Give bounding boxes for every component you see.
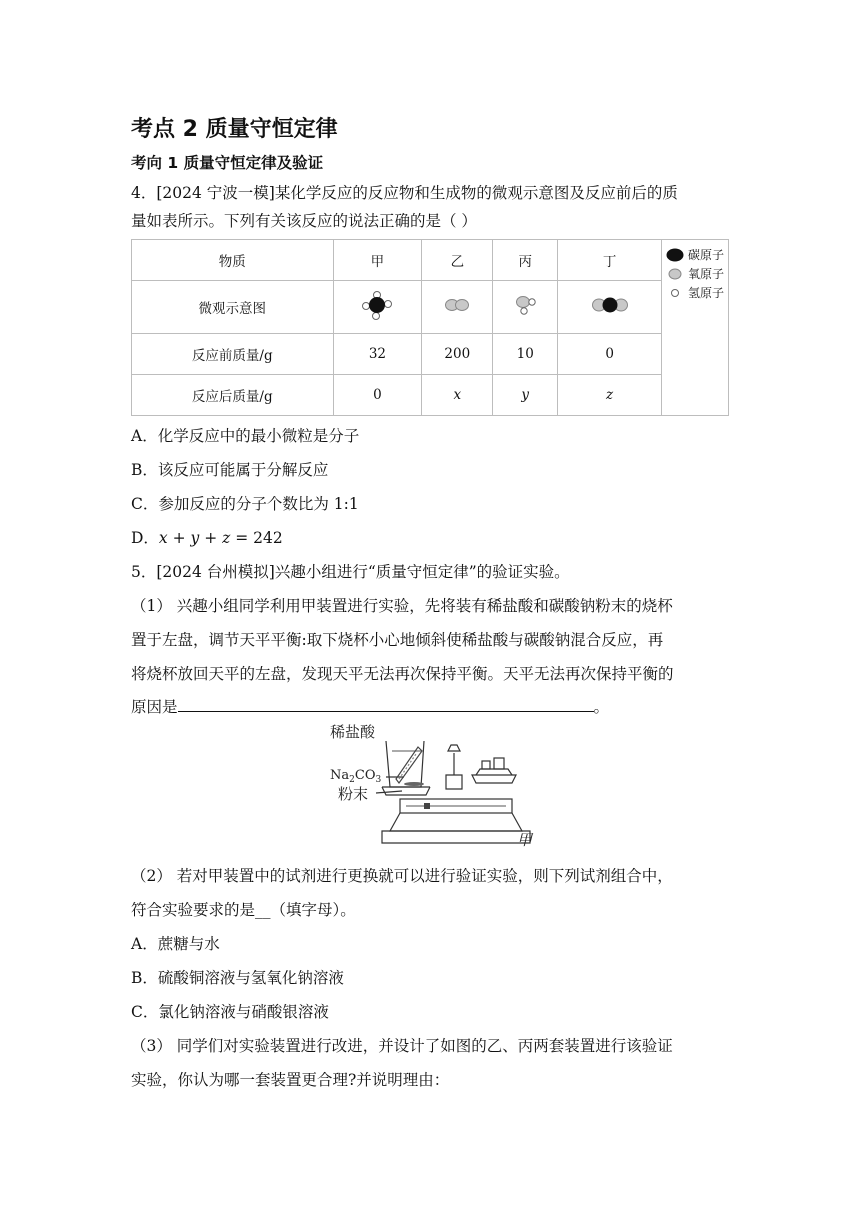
q4-stem-line2: 量如表所示。下列有关该反应的说法正确的是（ ） [131,212,477,230]
balance-pillar-icon [446,775,462,789]
q5-part1-line4 [131,695,609,717]
q5-part2-line1: （2） 若对甲装置中的试剂进行更换就可以进行验证实验，则下列试剂组合中， [131,867,673,885]
q4-option-c: C．参加反应的分子个数比为 1:1 [131,495,359,513]
sodium-carbonate-label: $Na_2CO_3$ [330,768,382,785]
methane-molecule-icon [357,287,397,323]
molecule-yi-cell [422,281,493,334]
table-cell: 0 [558,334,662,375]
q5-part2-line2: 符合实验要求的是__（填字母）。 [131,901,356,919]
table-cell: y [493,375,558,416]
balance-base-icon [382,831,530,843]
legend-item [662,245,728,264]
table-cell: z [558,375,662,416]
left-pan-icon [382,787,430,795]
weight-icon [482,761,490,769]
table-row [132,240,729,281]
molecule-ding-cell [558,281,662,334]
reaction-table [131,239,729,416]
carbon-dioxide-molecule-icon [585,290,635,320]
q4-option-a: A．化学反应中的最小微粒是分子 [131,427,360,445]
table-cell: x [422,375,493,416]
q5-option-b: B．硫酸铜溶液与氢氧化钠溶液 [131,969,344,987]
weight-holder-icon [476,769,512,775]
q5-part1-line2: 置于左盘，调节天平平衡:取下烧杯小心地倾斜使稀盐酸与碳酸钠混合反应，再 [131,631,664,649]
section-title: 考点 2 质量守恒定律 [131,117,338,142]
acid-label: 稀盐酸 [330,723,376,741]
table-cell: 200 [422,334,493,375]
q4-option-d: D．𝑥 + 𝑦 + 𝑧 = 242 [131,529,283,547]
table-row-label: 反应后质量/g [132,375,334,416]
table-header-cell: 丁 [558,240,662,281]
legend-label: 氢原子 [688,286,725,300]
legend-item [662,283,728,302]
table-row-label: 反应前质量/g [132,334,334,375]
table-row [132,281,729,334]
balance-base-icon [390,813,522,831]
powder-label: 粉末 [338,785,369,803]
right-pan-icon [472,775,516,783]
carbon-atom-icon [666,248,684,262]
q5-part1-line1: （1） 兴趣小组同学利用甲装置进行实验，先将装有稀盐酸和碳酸钠粉末的烧杯 [131,597,673,615]
hydrogen-atom-icon [666,286,684,300]
legend-item [662,264,728,283]
molecule-bing-cell [493,281,558,334]
weight-icon [494,758,504,769]
rider-icon [424,803,430,809]
table-header-cell: 丙 [493,240,558,281]
oxygen-molecule-icon [437,290,477,320]
legend-label: 碳原子 [688,248,725,262]
q5-part1-prefix: 原因是 [131,698,178,716]
q5-part3-line1: （3） 同学们对实验装置进行改进，并设计了如图的乙、丙两套装置进行该验证 [131,1037,673,1055]
table-cell: 0 [333,375,422,416]
water-molecule-icon [505,288,545,322]
q5-part1-line3: 将烧杯放回天平的左盘，发现天平无法再次保持平衡。天平无法再次保持平衡的 [131,665,674,683]
table-header-cell: 甲 [333,240,422,281]
oxygen-atom-icon [666,267,684,281]
subsection-title: 考向 1 质量守恒定律及验证 [131,154,324,172]
table-header-cell: 物质 [132,240,334,281]
figure-caption: 甲 [517,831,533,847]
pointer-line [376,791,402,793]
table-row [132,375,729,416]
balance-pillar-icon [448,745,460,775]
table-cell: 32 [333,334,422,375]
table-header-cell: 乙 [422,240,493,281]
molecule-jia-cell [333,281,422,334]
powder-icon [404,782,424,786]
q4-stem-line1: 4．[2024 宁波一模]某化学反应的反应物和生成物的微观示意图及反应前后的质 [131,184,678,202]
q5-part3-line2: 实验，你认为哪一套装置更合理?并说明理由： [131,1071,450,1089]
table-row [132,334,729,375]
q5-option-c: C．氯化钠溶液与硝酸银溶液 [131,1003,329,1021]
q5-option-a: A．蔗糖与水 [131,935,220,953]
test-tube-icon [399,754,416,779]
q5-part1-suffix: 。 [593,698,610,716]
table-cell: 10 [493,334,558,375]
answer-blank[interactable] [178,697,594,712]
balance-apparatus-figure [326,721,536,847]
q4-option-b: B．该反应可能属于分解反应 [131,461,329,479]
legend-label: 氧原子 [688,267,725,281]
q5-stem: 5．[2024 台州模拟]兴趣小组进行“质量守恒定律”的验证实验。 [131,563,570,581]
atom-legend [662,240,729,416]
table-row-label: 微观示意图 [132,281,334,334]
